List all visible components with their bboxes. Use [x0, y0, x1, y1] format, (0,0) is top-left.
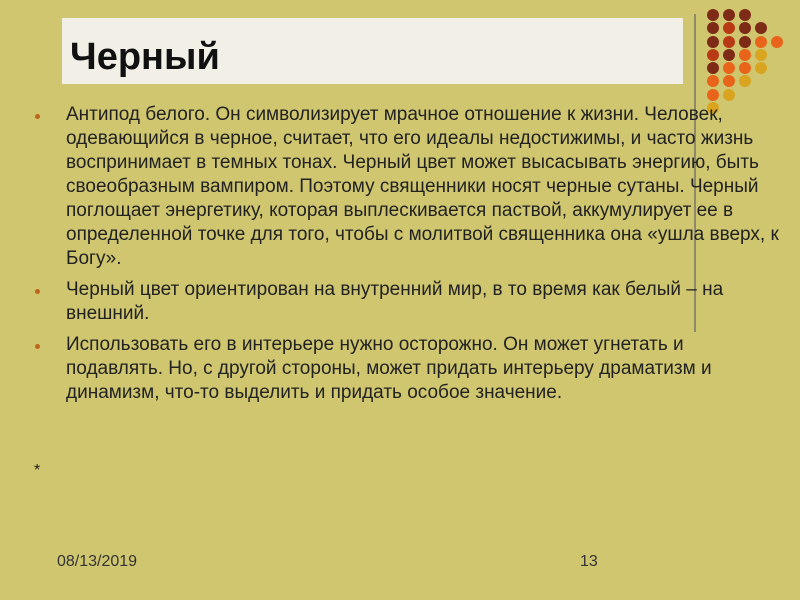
bullet-icon	[35, 289, 40, 294]
decorative-dot	[755, 62, 767, 74]
decorative-dot	[755, 22, 767, 34]
decorative-dot	[723, 36, 735, 48]
decorative-dot	[723, 62, 735, 74]
decorative-dot-grid	[707, 9, 797, 114]
bullet-text: Черный цвет ориентирован на внутренний мир, в то время как белый – на внешний.	[66, 279, 724, 324]
decorative-dot	[707, 89, 719, 101]
decorative-dot	[707, 62, 719, 74]
decorative-dot	[723, 22, 735, 34]
bullet-icon	[35, 344, 40, 349]
decorative-dot	[707, 75, 719, 87]
slide-title: Черный	[70, 36, 220, 78]
bullet-item	[34, 278, 779, 326]
decorative-dot	[707, 36, 719, 48]
decorative-dot	[739, 49, 751, 61]
footer-date: 08/13/2019	[57, 553, 138, 570]
decorative-dot	[739, 62, 751, 74]
decorative-dot	[707, 22, 719, 34]
decorative-dot	[771, 36, 783, 48]
decorative-dot	[755, 36, 767, 48]
decorative-dot	[739, 22, 751, 34]
decorative-dot	[723, 49, 735, 61]
bullet-item	[34, 103, 779, 271]
decorative-dot	[723, 89, 735, 101]
asterisk-mark: *	[34, 462, 41, 479]
decorative-dot	[723, 75, 735, 87]
bullet-list	[34, 103, 779, 412]
bullet-text: Использовать его в интерьере нужно осторожно. Он может угнетать и подавлять. Но, с другой стороны, может придать интерьеру драматизм и динамизм, что-то выделить и придать особое значение.	[66, 334, 712, 403]
bullet-text: Антипод белого. Он символизирует мрачное отношение к жизни. Человек, одевающийся в черное, считает, что его идеалы недостижимы, и часто жизнь воспринимает в темных тонах. Черный цвет может высасывать энергию, быть своеобразным вампиром. Поэтому священники носят черные сутаны. Черный поглощает энергетику, которая выплескивается паствой, аккумулирует ее в определенной точке для того, чтобы с молитвой священника она «ушла вверх, к Богу».	[66, 104, 779, 269]
decorative-dot	[739, 75, 751, 87]
bullet-item	[34, 333, 779, 405]
decorative-dot	[739, 9, 751, 21]
decorative-dot	[723, 9, 735, 21]
decorative-dot	[707, 9, 719, 21]
decorative-dot	[755, 49, 767, 61]
decorative-dot	[739, 36, 751, 48]
bullet-icon	[35, 114, 40, 119]
page-number: 13	[580, 553, 598, 570]
decorative-dot	[707, 49, 719, 61]
